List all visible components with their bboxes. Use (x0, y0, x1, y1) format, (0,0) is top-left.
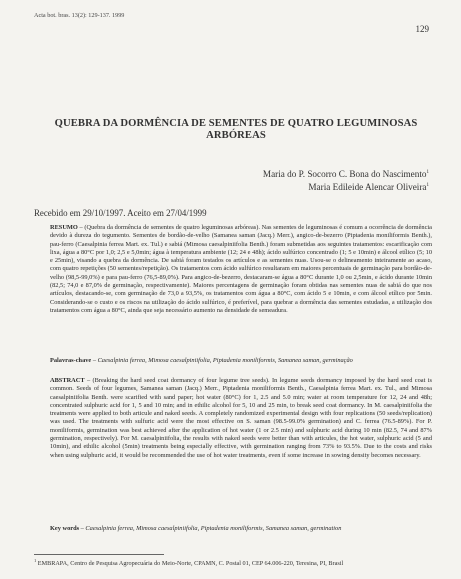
abstract-text: – (Breaking the hard seed coat dormancy of four legume tree seeds). In legume seeds dormancy imposed by the hard seed coat is common. Seeds of four legumes, Samanea saman (Jacq.) Merr., Piptadenia moniliformis Benth., Caesalpinia ferrea Mart. ex. Tul., and Mimosa caesalpiniifolia Benth. were scarified with sand paper; hot water (80°C) for 1, 2.5 and 5.0 min; water at room temperature for 12, 24 and 48h; concentrated sulphuric acid for 1, 5 and 10 min; and in ethilic alcohol for 5, 10 and 25 min, to break seed coat dormancy. In M. caesalpiniifolia the treatments were applied to both articule and naked seeds. A completely randomized experimental design with four replications (50 seeds/replication) was used. The treatments with sulfuric acid were the most effective on S. saman (98.5-99.0% germination) and C. ferrea (76.5-89%). For P. moniliformis, germination was best achieved after the application of hot water (1 or 2.5 min) and sulphuric acid during 10 min (82.5, 74 and 87% germination, respectively). For M. caesalpiniifolia, the results with naked seeds were better than with articules, the hot water, sulphuric acid (5 and 10min), and ethilic alcohol (5min) treatments being especially effective, with germination ranging from 73% to 93.5%. Due to the costs and risks when using sulphuric acid, it would be recommended the use of hot water treatments, even if some increase in sowing density becomes necessary. (50, 377, 432, 459)
key-words-label: Key words (50, 525, 80, 532)
author-list (263, 167, 429, 193)
palavras-chave (50, 357, 432, 365)
author: Maria Edileide Alencar Oliveira$^1$ (308, 182, 429, 193)
paper-title: QUEBRA DA DORMÊNCIA DE SEMENTES DE QUATRO LEGUMINOSAS ARBÓREAS (54, 118, 418, 141)
palavras-chave-text: – Caesalpinia ferrea, Mimosa caesalpiniifolia, Piptadenia moniliformis, Samanea saman, germinação (91, 357, 353, 364)
palavras-chave-label: Palavras-chave (50, 357, 92, 364)
received-date: Recebido em 29/10/1997. Aceito em 27/04/1999 (34, 208, 207, 218)
resumo-paragraph (50, 224, 432, 315)
resumo-text: – (Quebra da dormência de sementes de quatro leguminosas arbóreas). Nas sementes de leguminosas é comum a ocorrência de dormência devido à dureza do tegumento. Sementes de bordão-de-velho (Samanea saman (Jacq.) Merr.), angico-de-bezerro (Piptadenia moniliformis Benth.), pau-ferro (Caesalpinia ferrea Mart. ex. Tul.) e sabiá (Mimosa caesalpiniifolia Benth.) foram submetidas aos seguintes tratamentos: escarificação com lixa, água a 80°C por 1,0; 2,5 e 5,0min; água à temperatura ambiente (12; 24 e 48h); ácido sulfúrico concentrado (1; 5 e 10min) e álcool etílico (5; 10 e 25min), visando a quebra da dormência. De sabiá foram testados os artículos e as sementes nuas. Usou-se o delineamento inteiramente ao acaso, com quatro repetições (50 sementes/repetição). Os tratamentos com ácido sulfúrico resultaram em maiores percentuais de germinação para bordão-de-velho (98,5-99,0%) e para pau-ferro (76,5-89,0%). Para angico-de-bezerro, destacaram-se água a 80°C durante 1,0 ou 2,5min, e ácido durante 10min (82,5; 74,0 e 87,0% de germinação, respectivamente). Maiores percentagens de germinação foram obtidas nas sementes nuas de sabiá do que nos artículos, destacando-se, com germinação de 73,0 a 93,5%, os tratamentos com água a 80°C, com ácido 5 e 10min, e com álcool etílico por 5min. Considerando-se o custo e os riscos na utilização do ácido sulfúrico, é preferível, para quebrar a dormência das sementes estudadas, a utilização dos tratamentos com água a 80°C, ainda que seja necessário aumento na densidade de semeadura. (50, 224, 432, 314)
key-words-text: – Caesalpinia ferrea, Mimosa caesalpiniifolia, Piptadenia moniliformis, Samanea saman, germination (79, 525, 342, 532)
resumo-label: RESUMO (50, 224, 78, 231)
abstract-paragraph (50, 377, 432, 460)
footnote: $^1$ EMBRAPA, Centro de Pesquisa Agropecuária do Meio-Norte, CPAMN, C. Postal 01, CEP 64.006-220, Teresina, PI, Brasil (34, 558, 344, 568)
key-words (50, 525, 432, 533)
author: Maria do P. Socorro C. Bona do Nascimento$^1$ (262, 169, 429, 180)
page-number: 129 (415, 24, 429, 34)
journal-citation: Acta bot. bras. 13(2): 129-137. 1999 (34, 12, 125, 19)
footnote-divider (34, 554, 164, 555)
abstract-label: ABSTRACT (50, 377, 85, 384)
